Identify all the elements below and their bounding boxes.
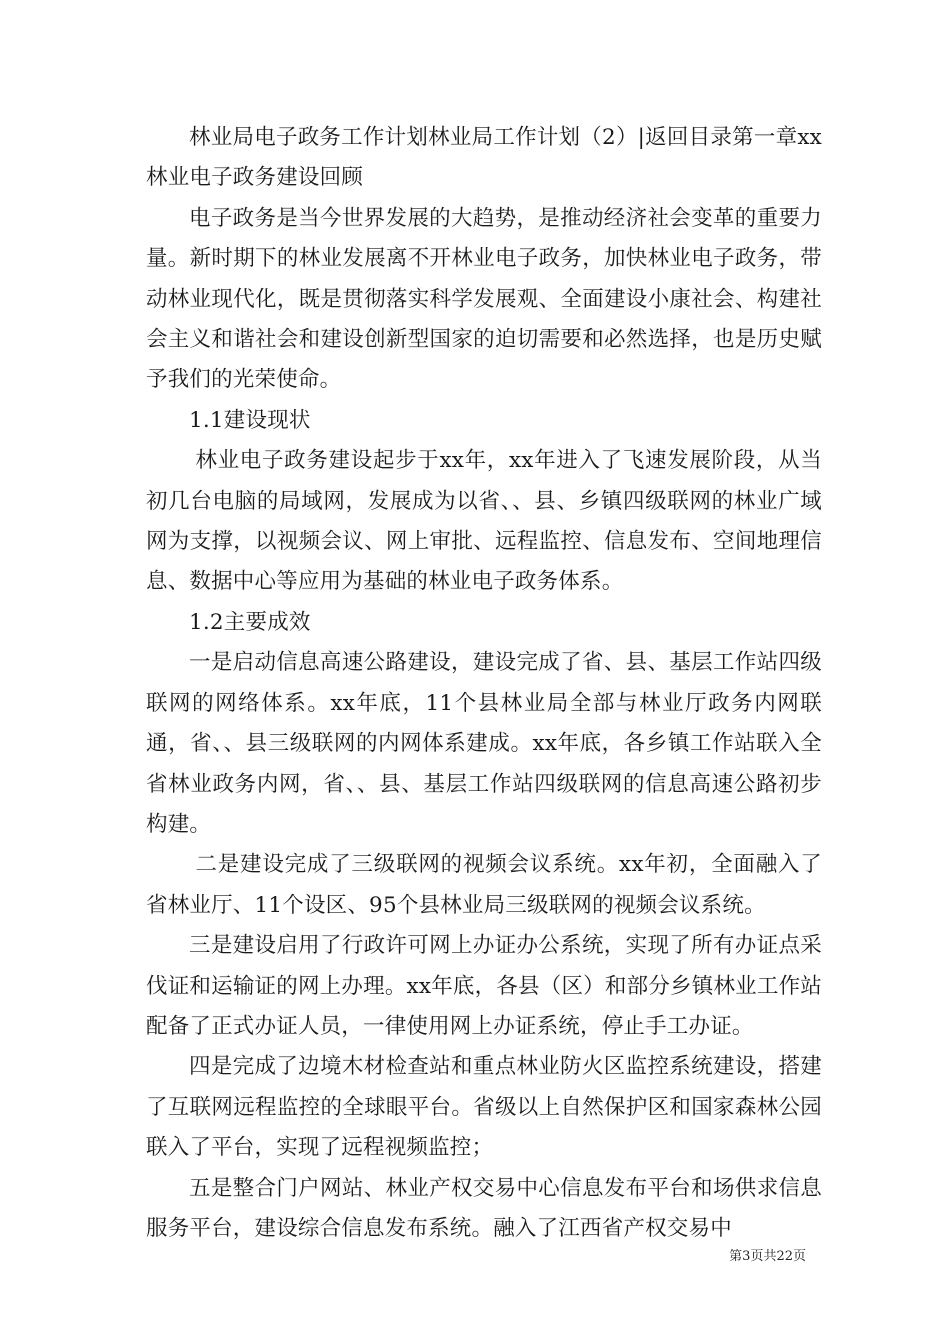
achievement-paragraph-2: 二是建设完成了三级联网的视频会议系统。xx年初，全面融入了省林业厅、11个设区、95个县林业局三级联网的视频会议系统。 — [146, 852, 822, 918]
document-title: 林业局电子政务工作计划林业局工作计划（2）|返回目录第一章xx林业电子政务建设回顾 — [146, 125, 822, 191]
intro-paragraph: 电子政务是当今世界发展的大趋势，是推动经济社会变革的重要力量。新时期下的林业发展离不开林业电子政务，加快林业电子政务，带动林业现代化，既是贯彻落实科学发展观、全面建设小康社会、构建社会主义和谐社会和建设创新型国家的迫切需要和必然选择，也是历史赋予我们的光荣使命。 — [146, 205, 822, 393]
achievement-paragraph-5: 五是整合门户网站、林业产权交易中心信息发布平台和场供求信息服务平台，建设综合信息发布系统。融入了江西省产权交易中 — [146, 1175, 822, 1241]
document-body — [146, 118, 822, 1249]
page-number-footer: 第3页共22页 — [729, 1249, 806, 1264]
achievement-paragraph-1: 一是启动信息高速公路建设，建设完成了省、县、基层工作站四级联网的网络体系。xx年底，11个县林业局全部与林业厅政务内网联通，省、、县三级联网的内网体系建成。xx年底，各乡镇工作站联入全省林业政务内网，省、、县、基层工作站四级联网的信息高速公路初步构建。 — [146, 650, 822, 837]
section-heading-status: 1.1建设现状 — [189, 407, 311, 433]
achievement-paragraph-3: 三是建设启用了行政许可网上办证办公系统，实现了所有办证点采伐证和运输证的网上办理。xx年底，各县（区）和部分乡镇林业工作站配备了正式办证人员，一律使用网上办证系统，停止手工办证。 — [146, 933, 822, 1039]
status-paragraph: 林业电子政务建设起步于xx年，xx年进入了飞速发展阶段，从当初几台电脑的局域网，发展成为以省、、县、乡镇四级联网的林业广域网为支撑，以视频会议、网上审批、远程监控、信息发布、空间地理信息、数据中心等应用为基础的林业电子政务体系。 — [146, 448, 822, 595]
section-heading-achievements: 1.2主要成效 — [189, 609, 311, 635]
achievement-paragraph-4: 四是完成了边境木材检查站和重点林业防火区监控系统建设，搭建了互联网远程监控的全球眼平台。省级以上自然保护区和国家森林公园联入了平台，实现了远程视频监控； — [146, 1054, 822, 1161]
